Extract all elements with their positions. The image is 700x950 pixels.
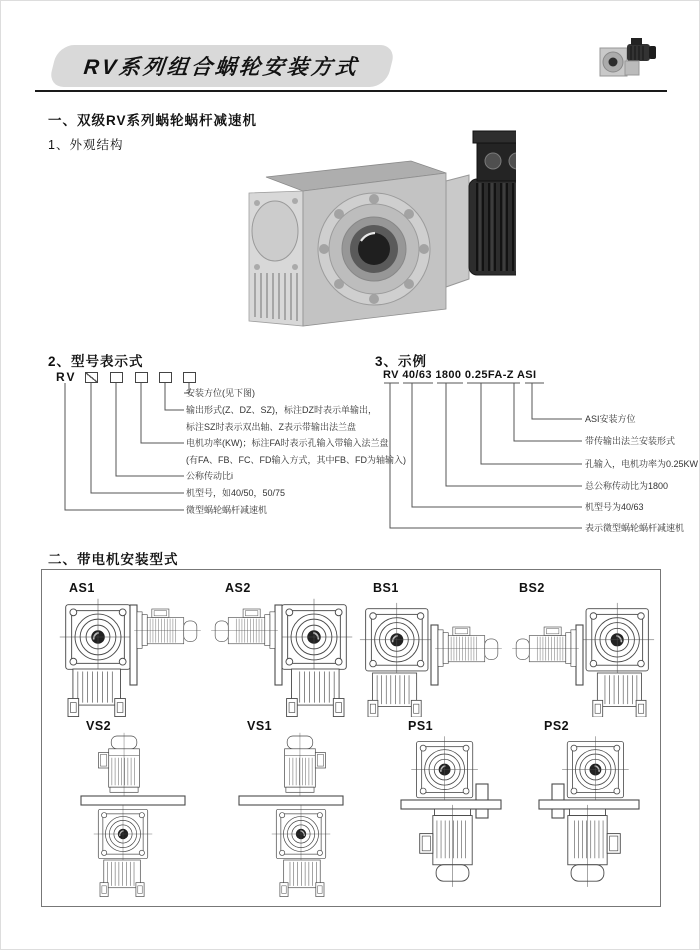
section3-heading: 3、示例 (375, 354, 428, 369)
example-label: 总公称传动比为1800 (585, 481, 669, 491)
mount-drawing-as2 (206, 597, 356, 717)
mount-drawing-bs2 (506, 597, 656, 717)
model-label: 微型蜗轮蜗杆减速机 (186, 505, 268, 515)
header-product-photo (597, 35, 659, 85)
model-label: 安装方位(见下图) (186, 388, 255, 398)
model-prefix: RV (56, 370, 77, 384)
section1-subheading: 1、外观结构 (48, 138, 124, 152)
model-label: 标注SZ时表示双出轴、Z表示带输出法兰盘 (186, 422, 356, 432)
section2-heading: 2、型号表示式 (48, 354, 144, 369)
example-label: 机型号为40/63 (585, 502, 644, 512)
mount-drawing-bs1 (358, 597, 508, 717)
mount-label-bs2: BS2 (519, 581, 545, 595)
section1-heading: 一、双级RV系列蜗轮蜗杆减速机 (48, 113, 258, 128)
mount-label-as1: AS1 (69, 581, 95, 595)
example-code: RV 40/63 1800 0.25FA-Z ASI (383, 369, 537, 381)
mount-drawing-ps1 (381, 732, 521, 904)
model-label: 电机功率(KW)；标注FA时表示孔输入带输入法兰盘 (186, 438, 389, 448)
mount-drawing-as1 (56, 597, 206, 717)
mount-drawing-vs1 (221, 732, 361, 904)
header-divider (35, 90, 667, 92)
header-banner (48, 45, 396, 87)
example-label: 表示微型蜗轮蜗杆减速机 (585, 523, 685, 533)
model-label: 机型号，如40/50，50/75 (186, 488, 286, 498)
mount-label-vs1: VS1 (247, 719, 273, 733)
model-label: 公称传动比i (186, 471, 233, 481)
mount-label-as2: AS2 (225, 581, 251, 595)
mount-label-bs1: BS1 (373, 581, 399, 595)
model-label: (有FA、FB、FC、FD输入方式，其中FB、FD为轴输入) (186, 455, 406, 465)
model-label: 输出形式(Z、DZ、SZ)，标注DZ时表示单输出， (186, 405, 377, 415)
example-label: 孔输入，电机功率为0.25KW (585, 459, 699, 469)
example-label: ASI安装方位 (585, 414, 636, 424)
mount-label-ps2: PS2 (544, 719, 570, 733)
section4-heading: 二、带电机安装型式 (48, 552, 179, 567)
mount-drawing-ps2 (519, 732, 659, 904)
mount-label-vs2: VS2 (86, 719, 112, 733)
mount-label-ps1: PS1 (408, 719, 434, 733)
example-label: 带传输出法兰安装形式 (585, 436, 676, 446)
main-product-photo (211, 111, 516, 341)
mount-drawing-vs2 (63, 732, 203, 904)
page-title: RV系列组合蜗轮安装方式 (82, 56, 361, 79)
